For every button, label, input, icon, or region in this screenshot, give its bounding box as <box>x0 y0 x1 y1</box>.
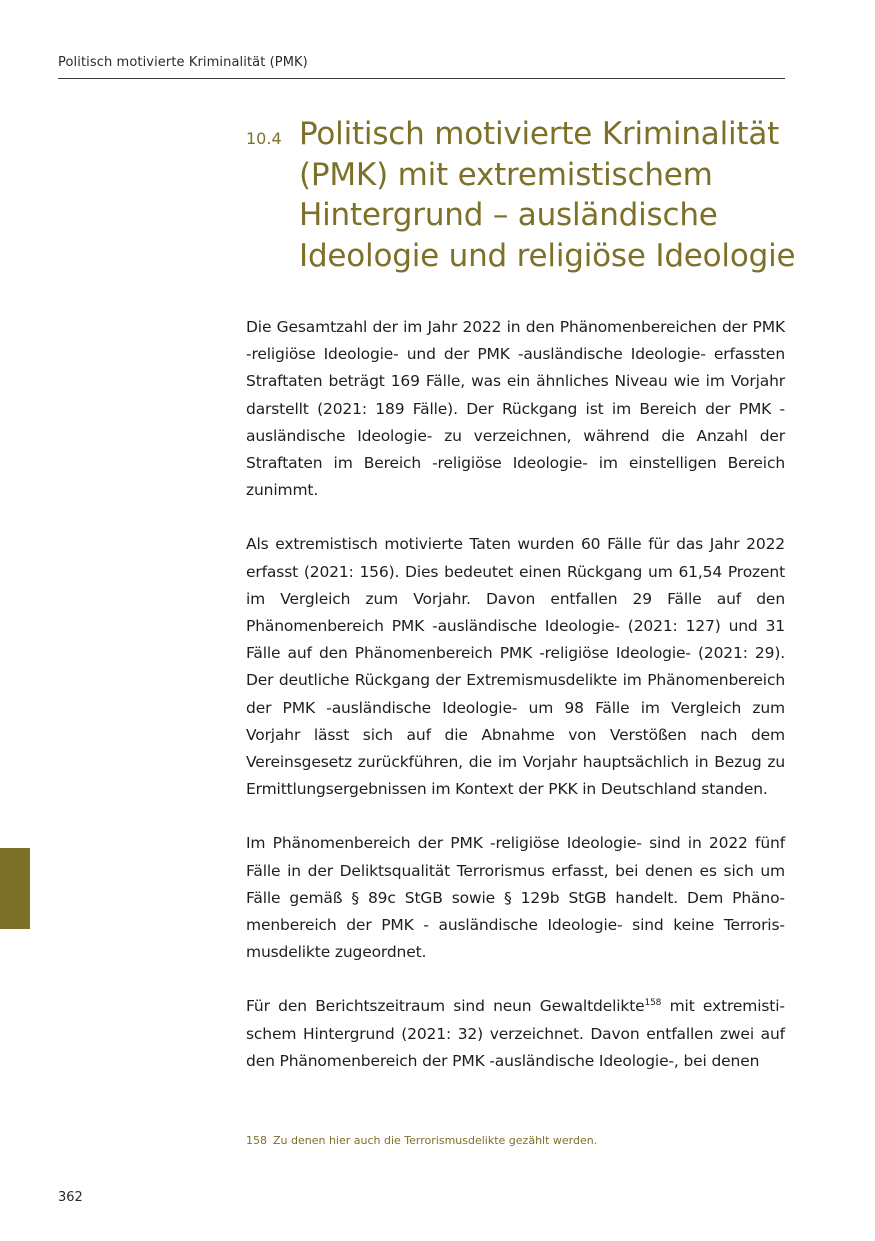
footnote-text: Zu denen hier auch die Terrorismusdelikte gezählt werden. <box>273 1134 598 1147</box>
chapter-tab-marker <box>0 848 30 929</box>
footnote-number: 158 <box>246 1134 267 1147</box>
paragraph-4-start: Für den Berichtszeitraum sind neun Gewaltdelikte <box>246 997 645 1016</box>
paragraph-3: Im Phänomenbereich der PMK -religiöse Ideologie- sind in 2022 fünf Fälle in der Deliktsqualität Terrorismus erfasst, bei denen es sich um Fälle gemäß § 89c StGB sowie § 129b StGB handelt. Dem Phänomenbereich der PMK - ausländische Ideologie- sind keine Terrorismusdelikte zugeordnet. <box>246 834 785 962</box>
footnote-reference[interactable]: 158 <box>644 998 662 1009</box>
paragraph-4 <box>246 993 785 1075</box>
paragraph-2: Als extremistisch motivierte Taten wurden 60 Fälle für das Jahr 2022 erfasst (2021: 156). Dies bedeutet einen Rückgang um 61,54 Prozent im Vergleich zum Vorjahr. Davon entfallen 29 Fälle auf den Phänomenbereich PMK -ausländische Ideologie- (2021: 127) und 31 Fälle auf den Phänomenbereich PMK -religiöse Ideologie- (2021: 29). Der deutliche Rückgang der Extremismusdelikte im Phänomenbereich der PMK -ausländische Ideologie- um 98 Fälle im Vergleich zum Vorjahr lässt sich auf die Abnahme von Verstößen nach dem Vereinsgesetz zurückführen, die im Vorjahr hauptsächlich in Bezug zu Ermittlungsergebnissen im Kontext der PKK in Deutschland standen. <box>246 535 785 799</box>
paragraph-1: Die Gesamtzahl der im Jahr 2022 in den Phänomenbereichen der PMK -religiöse Ideologie- und der PMK -ausländische Ideologie- erfassten Straftaten beträgt 169 Fälle, was ein ähnliches Niveau wie im Vorjahr darstellt (2021: 189 Fälle). Der Rückgang ist im Bereich der PMK -ausländische Ideologie- zu verzeichnen, während die Anzahl der Straftaten im Bereich -religiöse Ideologie- im einstelligen Bereich zunimmt. <box>246 318 785 500</box>
running-header: Politisch motivierte Kriminalität (PMK) <box>58 55 308 70</box>
page-number: 362 <box>58 1190 83 1205</box>
section-title-line-3: Hintergrund – ausländische <box>299 197 718 233</box>
section-title-line-2: (PMK) mit extremistischem <box>299 156 713 193</box>
body-text <box>246 314 785 1102</box>
section-title-line-4: Ideologie und religiöse Ideologie <box>299 237 796 274</box>
section-title-line-1: Politisch motivierte Kriminalität <box>299 116 780 152</box>
paragraph-4-end: mit extremistischem Hintergrund (2021: 32) verzeichnet. Davon entfallen zwei auf den Phänomenbereich der PMK -ausländische Ideologie-, bei denen <box>246 997 785 1070</box>
footnote <box>246 1133 785 1149</box>
section-number: 10.4 <box>246 129 282 148</box>
header-rule <box>58 78 785 79</box>
section-title <box>299 114 799 276</box>
